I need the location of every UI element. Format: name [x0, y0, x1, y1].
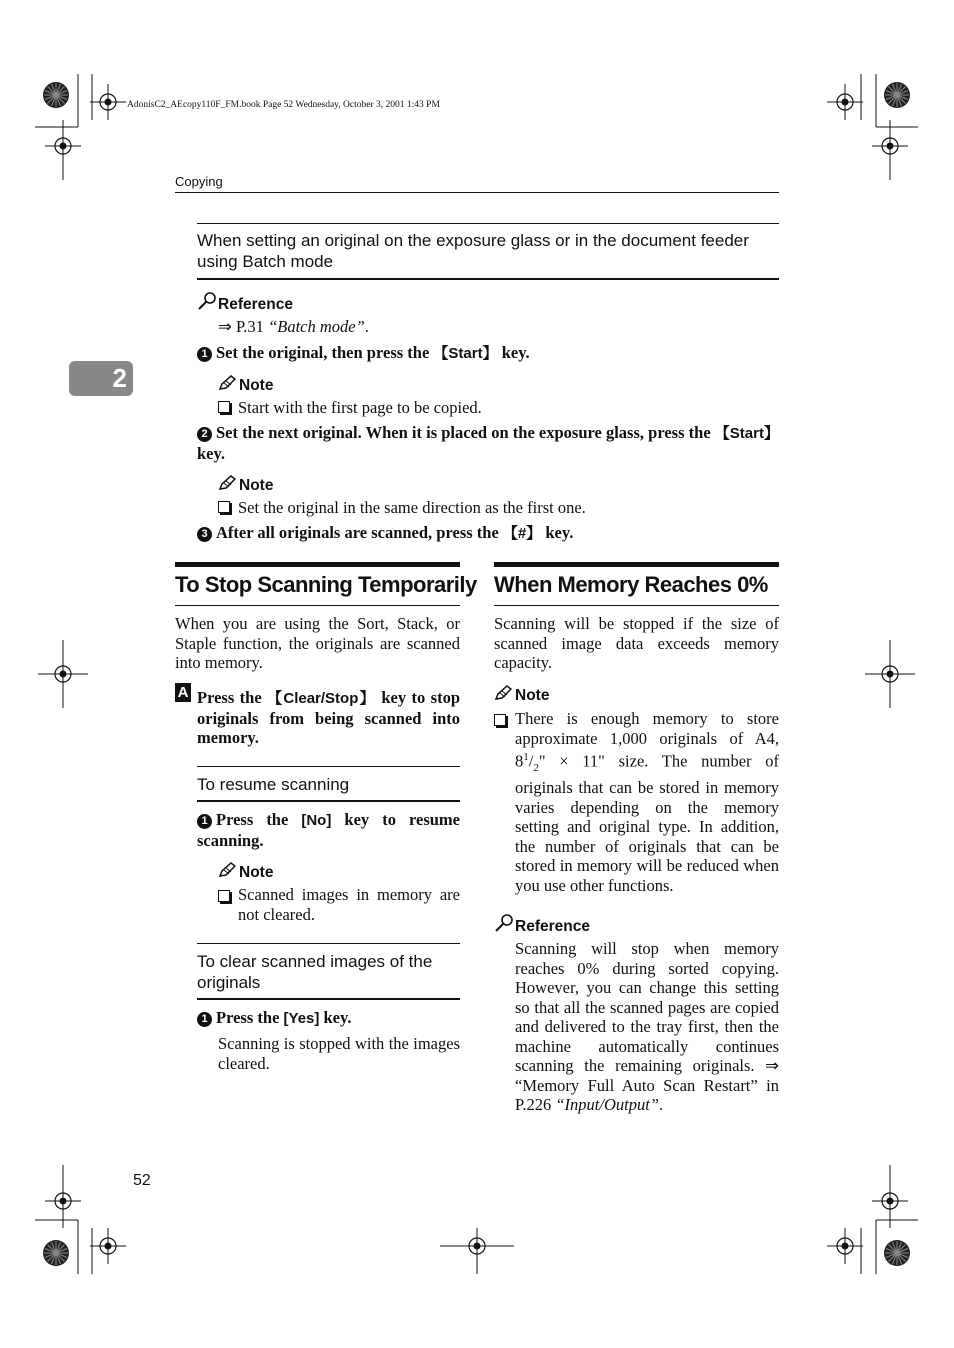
batch-reference-text: ⇒ P.31 “Batch mode”. [218, 317, 369, 336]
memory-note-text: There is enough memory to store approximate 1,000 originals of A4, $8^1/_2$" × 11" size. The number of originals that can be stored in memory varies depending on the memory setting and original type. In addition, the number of originals that can be stored in memory will be reduced when you use other functions. [494, 709, 779, 895]
magnifier-icon [197, 291, 217, 311]
checkbox-bullet [218, 501, 230, 513]
pencil-icon [218, 862, 236, 878]
step-number: 1 [197, 347, 212, 362]
batch-top-rule [197, 223, 779, 224]
step-number: 1 [197, 1012, 212, 1027]
page-number: 52 [133, 1172, 151, 1189]
memory-title-top-rule [494, 562, 779, 567]
clear-stop-key: 【Clear/Stop】 [267, 690, 376, 707]
reference-label: Reference [218, 296, 293, 313]
stop-title-top-rule [175, 562, 460, 567]
memory-title-bottom-rule [494, 605, 779, 606]
batch-step-2: 2 Set the next original. When it is placed on the exposure glass, press the 【Start】 key. [197, 423, 779, 463]
memory-section-title: When Memory Reaches 0% [494, 572, 768, 597]
stop-section-title: To Stop Scanning Temporarily [175, 572, 477, 597]
checkbox-bullet [218, 890, 230, 902]
reference-link[interactable]: “Input/Output” [555, 1095, 659, 1114]
clear-heading: To clear scanned images of the originals [197, 952, 433, 992]
file-header: AdonisC2_AEcopy110F_FM.book Page 52 Wednesday, October 3, 2001 1:43 PM [127, 100, 440, 110]
yes-key: [Yes] [283, 1010, 320, 1027]
step-number: 2 [197, 427, 212, 442]
note-label: Note [239, 477, 274, 494]
chapter-tab [69, 361, 133, 396]
batch-step-1: 1 Set the original, then press the 【Start】 key. [197, 343, 530, 364]
resume-bottom-rule [197, 800, 460, 802]
step-number: 3 [197, 527, 212, 542]
no-key: [No] [301, 812, 332, 829]
chapter-number: 2 [112, 363, 127, 393]
start-key: 【Start】 [433, 345, 498, 362]
memory-intro: Scanning will be stopped if the size of scanned image data exceeds memory capacity. [494, 614, 779, 672]
pencil-icon [218, 375, 236, 391]
note-label: Note [239, 864, 274, 881]
batch-heading: When setting an original on the exposure glass or in the document feeder using Batch mode [197, 231, 749, 271]
resume-heading: To resume scanning [197, 775, 350, 794]
clear-top-rule [197, 943, 460, 944]
checkbox-bullet [494, 714, 506, 726]
running-header: Copying [175, 174, 223, 189]
resume-step: 1 Press the [No] key to resume scanning. [197, 810, 460, 850]
batch-note-1-text: Start with the first page to be copied. [218, 398, 482, 418]
start-key: 【Start】 [714, 425, 779, 442]
clear-result: Scanning is stopped with the images cleared. [218, 1034, 460, 1073]
stop-title-bottom-rule [175, 605, 460, 606]
resume-note-text: Scanned images in memory are not cleared. [218, 885, 460, 924]
batch-note-2-text: Set the original in the same direction as the first one. [218, 498, 586, 518]
reference-link[interactable]: “Batch mode” [268, 317, 365, 336]
header-rule [175, 192, 779, 193]
clear-step: 1 Press the [Yes] key. [197, 1008, 351, 1029]
stop-step-letter: A [175, 683, 191, 702]
step-number: 1 [197, 814, 212, 829]
checkbox-bullet [218, 401, 230, 413]
resume-top-rule [197, 766, 460, 767]
batch-step-3: 3 After all originals are scanned, press the 【#】 key. [197, 523, 573, 544]
pencil-icon [218, 475, 236, 491]
reference-label: Reference [515, 918, 590, 935]
batch-bottom-rule [197, 278, 779, 280]
note-label: Note [515, 687, 550, 704]
magnifier-icon [494, 913, 514, 933]
clear-bottom-rule [197, 998, 460, 1000]
memory-reference-text: Scanning will stop when memory reaches 0% during sorted copying. However, you can change this setting so that all the scanned pages are copied and delivered to the tray first, then the machine automatically continues scanning the remaining originals. ⇒ “Memory Full Auto Scan Restart” in P.226 “Input/Output”. [515, 939, 779, 1114]
pencil-icon [494, 685, 512, 701]
stop-intro: When you are using the Sort, Stack, or Staple function, the originals are scanned into memory. [175, 614, 460, 672]
note-label: Note [239, 377, 274, 394]
stop-step-text: Press the 【Clear/Stop】 key to stop originals from being scanned into memory. [197, 688, 460, 747]
hash-key: 【#】 [502, 525, 542, 542]
